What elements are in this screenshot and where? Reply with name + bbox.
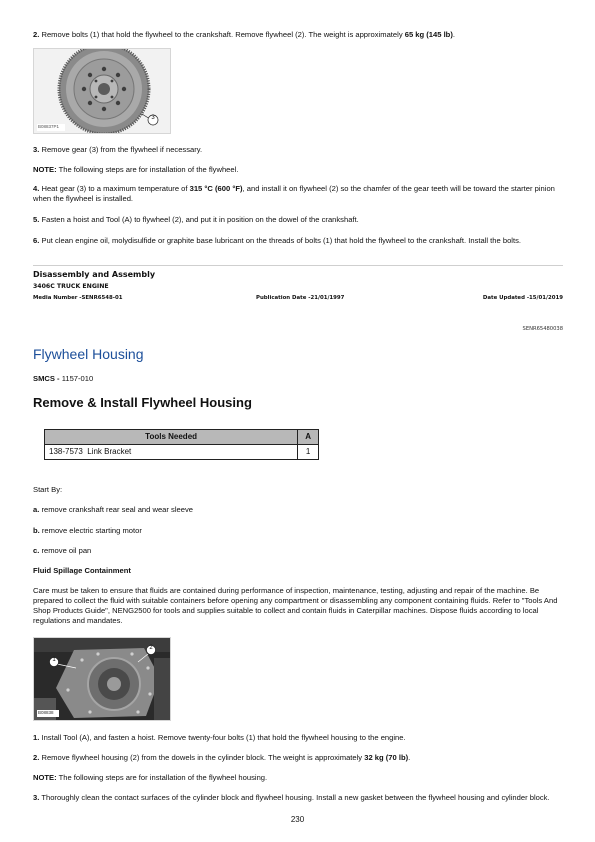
page-number: 230: [290, 815, 305, 824]
step-3: 3. Remove gear (3) from the flywheel if necessary.: [33, 145, 203, 154]
procedure-title: Remove & Install Flywheel Housing: [33, 395, 252, 410]
media-number: Media Number -SENR6548-01: [33, 295, 123, 301]
housing-step-2: 2. Remove flywheel housing (2) from the dowels in the cylinder block. The weight is approximately 32 kg (70 lb).: [33, 753, 411, 762]
table-row: [45, 445, 319, 460]
flywheel-image: [33, 48, 171, 134]
step-5: 5. Fasten a hoist and Tool (A) to flywheel (2), and put it in position on the dowel of the crankshaft.: [33, 215, 359, 224]
step-4: 4. Heat gear (3) to a maximum temperature of 315 °C (600 °F), and install it on flywheel (2) so the chamfer of the gear teeth will be toward the starter pinion when the flywheel is installed.: [33, 184, 555, 203]
installation-note: NOTE: The following steps are for installation of the flywheel.: [33, 165, 239, 174]
fluid-spillage-heading: Fluid Spillage Containment: [33, 566, 131, 575]
callout-2: 2: [149, 645, 153, 651]
step-6: 6. Put clean engine oil, molydisulfide or graphite base lubricant on the threads of bolts (1) that hold the flywheel to the crankshaft. Install the bolts.: [33, 236, 521, 245]
housing-installation-note: NOTE: The following steps are for installation of the flywheel housing.: [33, 773, 268, 782]
start-by-item-c: c. remove oil pan: [33, 546, 92, 555]
table-cell: 138-7573 Link Bracket: [45, 445, 298, 460]
flywheel-housing-image: [33, 637, 171, 721]
section-heading: Disassembly and Assembly: [33, 270, 156, 279]
model-name: 3406C TRUCK ENGINE: [33, 283, 109, 290]
image-label: B08837P1: [38, 124, 60, 129]
callout-1: 1: [52, 657, 56, 663]
divider: [33, 265, 563, 266]
image-label: B08838: [38, 710, 54, 715]
start-by-label: Start By:: [33, 485, 63, 494]
housing-step-1: 1. Install Tool (A), and fasten a hoist. Remove twenty-four bolts (1) that hold the flywheel housing to the engine.: [33, 733, 406, 742]
table-cell: 1: [298, 445, 319, 460]
page-title: Flywheel Housing: [33, 346, 144, 362]
table-header-row: [45, 430, 319, 445]
publication-date: Publication Date -21/01/1997: [256, 295, 345, 301]
table-header-cell: A: [298, 430, 319, 445]
callout-3: 3: [151, 115, 155, 121]
tools-needed-table: [44, 429, 319, 460]
start-by-item-a: a. remove crankshaft rear seal and wear sleeve: [33, 505, 193, 514]
step-2-flywheel-removal: 2. Remove bolts (1) that hold the flywheel to the crankshaft. Remove flywheel (2). The weight is approximately 65 kg (145 lb).: [33, 30, 455, 39]
date-updated: Date Updated -15/01/2019: [482, 295, 563, 301]
table-header-cell: Tools Needed: [45, 430, 298, 445]
fluid-spillage-text: Care must be taken to ensure that fluids are contained during performance of inspection, maintenance, testing, adjusting and repair of the machine. Be prepared to collect the fluid with suitable containers before opening any compartment or disassembling any component containing fluids. Refer to "Tools And Shop Products Guide", NENG2500 for tools and supplies suitable to collect and contain fluids in Caterpillar machines. Dispose fluids according to local regulations and mandates.: [33, 586, 558, 625]
document-id: SENR65480038: [522, 326, 563, 332]
smcs-code: SMCS - 1157-010: [33, 374, 94, 383]
housing-step-3: 3. Thoroughly clean the contact surfaces of the cylinder block and flywheel housing. Install a new gasket between the flywheel housing and cylinder block.: [33, 793, 550, 802]
start-by-item-b: b. remove electric starting motor: [33, 526, 142, 535]
